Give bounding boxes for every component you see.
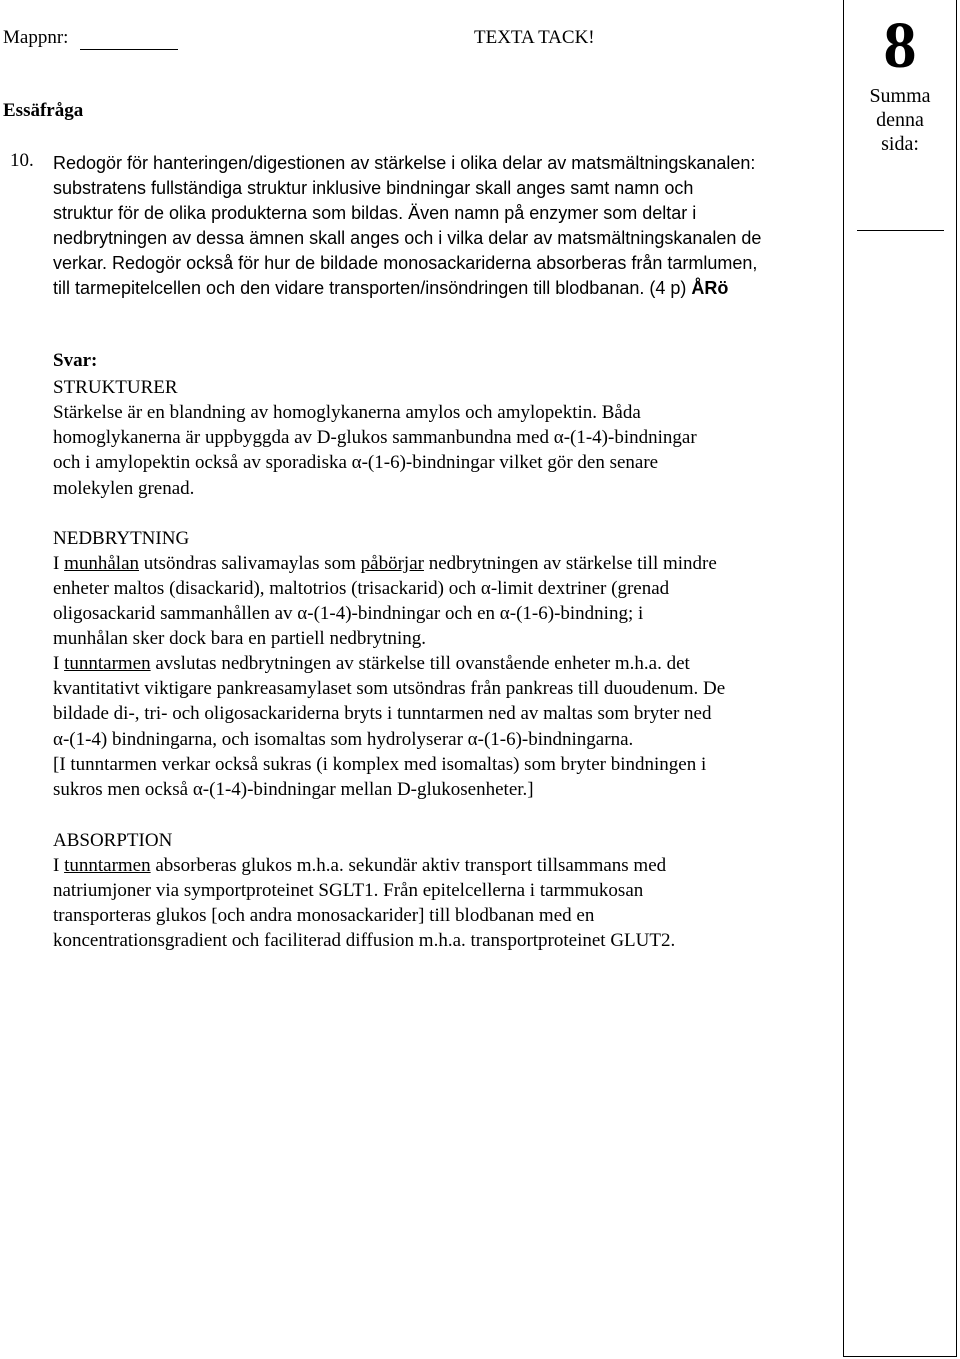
svar-label: Svar: xyxy=(53,350,98,371)
question-line: Redogör för hanteringen/digestionen av stärkelse i olika delar av matsmältningskanalen: xyxy=(53,153,756,173)
answer-line: Stärkelse är en blandning av homoglykanerna amylos och amylopektin. Båda xyxy=(53,402,641,423)
answer-line: koncentrationsgradient och faciliterad diffusion m.h.a. transportproteinet GLUT2. xyxy=(53,930,676,951)
struktur-heading: STRUKTURER xyxy=(53,377,178,398)
answer-line: α-(1-4) bindningarna, och isomaltas som hydrolyserar α-(1-6)-bindningarna. xyxy=(53,729,634,750)
section-title: Essäfråga xyxy=(3,100,84,121)
answer-line: kvantitativt viktigare pankreasamylaset som utsöndras från pankreas till duoudenum. De xyxy=(53,678,726,699)
question-line: struktur för de olika produkterna som bildas. Även namn på enzymer som deltar i xyxy=(53,203,697,223)
text-run: absorberas glukos m.h.a. sekundär aktiv transport tillsammans med xyxy=(150,855,667,876)
text-run: utsöndras salivamaylas som xyxy=(139,553,361,574)
text-run: I xyxy=(53,855,65,876)
score-sidebar xyxy=(843,0,957,1357)
answer-line: sukros men också α-(1-4)-bindningar mellan D-glukosenheter.] xyxy=(53,779,534,800)
answer-line: enheter maltos (disackarid), maltotrios (trisackarid) och α-limit dextriner (grenad xyxy=(53,578,670,599)
sida-label: sida: xyxy=(881,133,919,155)
answer-line: transporteras glukos [och andra monosackarider] till blodbanan med en xyxy=(53,905,595,926)
answer-line xyxy=(53,651,690,676)
underlined-term: tunntarmen xyxy=(64,855,151,876)
question-text: till tarmepitelcellen och den vidare transporten/insöndringen till blodbanan. (4 p) xyxy=(53,278,692,298)
absorption-heading: ABSORPTION xyxy=(53,830,173,851)
underlined-term: påbörjar xyxy=(360,553,424,574)
answer-line: bildade di-, tri- och oligosackariderna bryts i tunntarmen ned av maltas som bryter ned xyxy=(53,703,712,724)
answer-line: och i amylopektin också av sporadiska α-(1-6)-bindningar vilket gör den senare xyxy=(53,452,659,473)
answer-line: molekylen grenad. xyxy=(53,478,195,499)
question-line-last xyxy=(53,276,728,300)
text-run: nedbrytningen av stärkelse till mindre xyxy=(423,553,717,574)
question-line: verkar. Redogör också för hur de bildade monosackariderna absorberas från tarmlumen, xyxy=(53,253,758,273)
answer-line xyxy=(53,853,666,878)
question-number: 10. xyxy=(10,150,34,171)
answer-line: natriumjoner via symportproteinet SGLT1. Från epitelcellerna i tarmmukosan xyxy=(53,880,644,901)
summa-label: Summa xyxy=(869,85,931,107)
nedbrytning-heading: NEDBRYTNING xyxy=(53,528,190,549)
question-author: ÅRö xyxy=(691,278,729,298)
denna-label: denna xyxy=(876,109,924,131)
answer-line: oligosackarid sammanhållen av α-(1-4)-bindningar och en α-(1-6)-bindning; i xyxy=(53,603,644,624)
mappnr-label: Mappnr: xyxy=(3,27,69,48)
mappnr-blank[interactable] xyxy=(80,49,178,50)
answer-line: [I tunntarmen verkar också sukras (i komplex med isomaltas) som bryter bindningen i xyxy=(53,754,707,775)
page-number: 8 xyxy=(883,9,917,82)
text-run: I xyxy=(53,553,65,574)
texta-tack-note: TEXTA TACK! xyxy=(474,27,595,48)
question-line: nedbrytningen av dessa ämnen skall anges och i vilka delar av matsmältningskanalen de xyxy=(53,228,762,248)
text-run: avslutas nedbrytningen av stärkelse till ovanstående enheter m.h.a. det xyxy=(150,653,690,674)
underlined-term: tunntarmen xyxy=(64,653,151,674)
text-run: I xyxy=(53,653,65,674)
underlined-term: munhålan xyxy=(64,553,140,574)
answer-line: munhålan sker dock bara en partiell nedbrytning. xyxy=(53,628,427,649)
score-blank[interactable] xyxy=(857,230,944,231)
question-line: substratens fullständiga struktur inklusive bindningar skall anges samt namn och xyxy=(53,178,694,198)
answer-line xyxy=(53,551,717,576)
answer-line: homoglykanerna är uppbyggda av D-glukos sammanbundna med α-(1-4)-bindningar xyxy=(53,427,697,448)
